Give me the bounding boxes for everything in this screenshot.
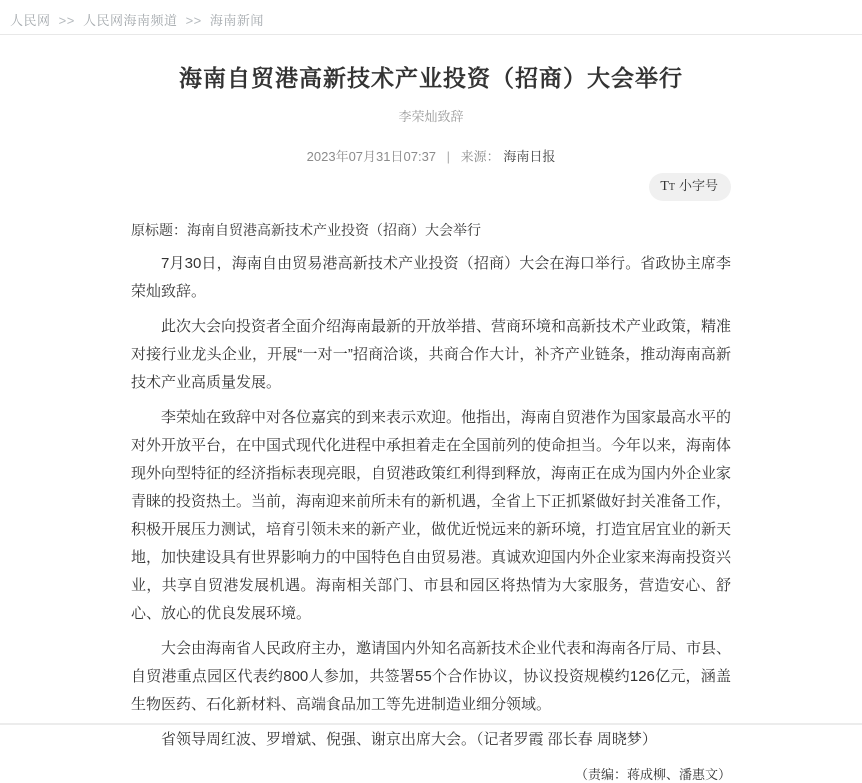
original-title-text: 海南自贸港高新技术产业投资（招商）大会举行: [187, 222, 481, 238]
article-meta: [131, 146, 731, 165]
breadcrumb-link-peoples-net[interactable]: 人民网: [10, 13, 51, 28]
breadcrumb-link-hainan-channel[interactable]: 人民网海南频道: [82, 13, 178, 28]
breadcrumb-link-hainan-news[interactable]: 海南新闻: [209, 13, 264, 28]
page-bottom-edge: [0, 723, 862, 725]
source-link[interactable]: 海南日报: [503, 149, 556, 164]
article-container: [131, 63, 731, 783]
article-body: [131, 216, 731, 783]
font-size-button[interactable]: [649, 173, 731, 201]
article-subtitle: 李荣灿致辞: [398, 109, 464, 124]
meta-separator: |: [446, 149, 451, 164]
page-title: 海南自贸港高新技术产业投资（招商）大会举行: [179, 65, 683, 91]
header-divider: [0, 34, 862, 35]
article-paragraph: 省领导周红波、罗增斌、倪强、谢京出席大会。（记者罗霞 邵长春 周晓梦）: [161, 731, 657, 748]
breadcrumb: [0, 0, 862, 26]
article-toolbar: [131, 173, 731, 201]
breadcrumb-separator: >>: [185, 13, 202, 28]
source-label: 来源：: [460, 149, 500, 164]
article-paragraph: 此次大会向投资者全面介绍海南最新的开放举措、营商环境和高新技术产业政策，精准对接行业龙头企业，开展“一对一”招商洽谈，共商合作大计，补齐产业链条，推动海南高新技术产业高质量发展。: [131, 318, 732, 391]
original-title-label: 原标题：: [131, 222, 187, 238]
editor-note: （责编：蒋成柳、潘惠文）: [574, 767, 731, 782]
article-paragraph: 李荣灿在致辞中对各位嘉宾的到来表示欢迎。他指出，海南自贸港作为国家最高水平的对外开放平台，在中国式现代化进程中承担着走在全国前列的使命担当。今年以来，海南体现外向型特征的经济指标表现亮眼，自贸港政策红利得到释放，海南正在成为国内外企业家青睐的投资热土。当前，海南迎来前所未有的新机遇，全省上下正抓紧做好封关准备工作，积极开展压力测试，培育引领未来的新产业，做优近悦远来的新环境，打造宜居宜业的新天地，加快建设具有世界影响力的中国特色自由贸易港。真诚欢迎国内外企业家来海南投资兴业，共享自贸港发展机遇。海南相关部门、市县和园区将热情为大家服务，营造安心、舒心、放心的优良发展环境。: [131, 409, 732, 622]
font-size-icon-small: T: [668, 182, 675, 193]
article-paragraph: 大会由海南省人民政府主办，邀请国内外知名高新技术企业代表和海南各厅局、市县、自贸港重点园区代表约800人参加，共签署55个合作协议，协议投资规模约126亿元，涵盖生物医药、石化新材料、高端食品加工等先进制造业细分领域。: [131, 640, 732, 713]
publish-date: 2023年07月31日07:37: [306, 149, 437, 164]
article-paragraph: 7月30日，海南自由贸易港高新技术产业投资（招商）大会在海口举行。省政协主席李荣灿致辞。: [131, 255, 731, 300]
font-size-button-label: 小字号: [678, 178, 718, 193]
font-size-icon: T: [660, 179, 669, 194]
original-title-line: [131, 216, 731, 244]
breadcrumb-separator: >>: [58, 13, 75, 28]
